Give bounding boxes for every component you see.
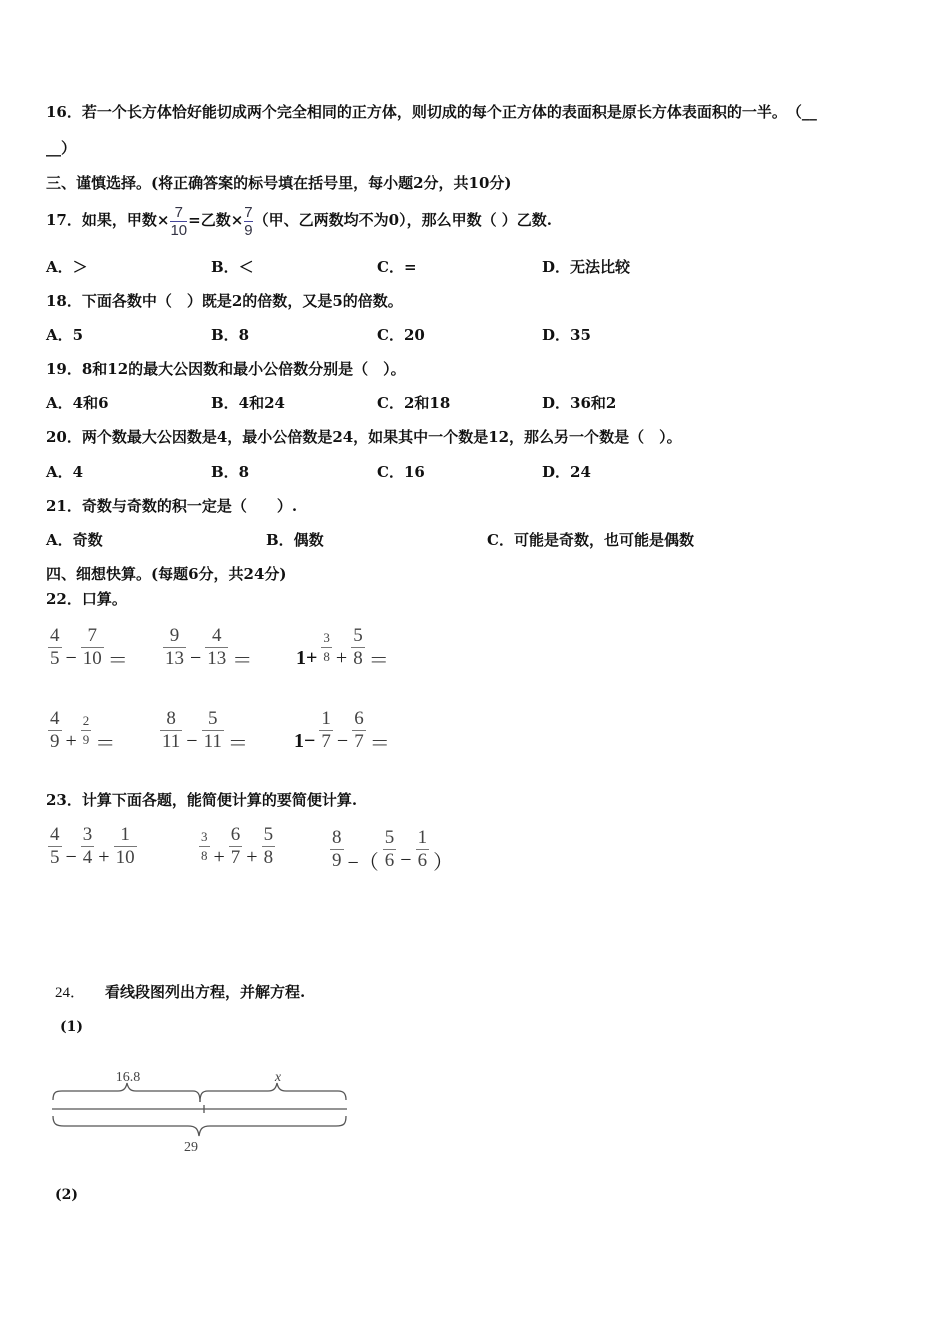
q17-text-2: =乙数×	[188, 211, 244, 229]
denominator: 10	[115, 847, 135, 868]
fraction	[262, 824, 276, 869]
option-b[interactable]: B．8	[211, 326, 250, 344]
denominator: 7	[230, 847, 241, 868]
numerator: 3	[323, 630, 330, 645]
denominator: 5	[50, 847, 60, 868]
option-b[interactable]: B．＜	[211, 258, 254, 276]
question-16-cont: __）	[46, 139, 77, 157]
operator: ＝	[227, 733, 248, 755]
question-23: 23．计算下面各题，能简便计算的要简便计算.	[46, 791, 358, 809]
math-expression	[46, 705, 117, 756]
denominator: 4	[82, 847, 93, 868]
question-18: 18．下面各数中（ ）既是2的倍数，又是5的倍数。	[46, 292, 403, 310]
operator: −（	[347, 852, 379, 874]
numerator: 3	[82, 824, 93, 845]
fraction	[48, 708, 62, 753]
question-16	[46, 102, 817, 122]
denominator: 8	[323, 649, 330, 664]
operator: ＝	[107, 650, 128, 672]
denominator: 6	[384, 850, 395, 871]
operator: ＝	[232, 650, 253, 672]
operator: −	[186, 730, 198, 752]
operator: 1+	[296, 647, 318, 669]
left-top-brace	[53, 1083, 200, 1102]
fraction	[352, 708, 366, 753]
numerator: 9	[169, 625, 180, 646]
operator: +	[246, 846, 258, 868]
fraction	[48, 824, 62, 869]
numerator: 4	[50, 824, 60, 845]
fraction	[321, 629, 332, 666]
fraction: $\frac{7}{10}$	[170, 203, 188, 239]
numerator: 5	[263, 824, 274, 845]
option-c[interactable]: C．可能是奇数，也可能是偶数	[487, 531, 694, 549]
fraction: $\frac{7}{9}$	[244, 203, 253, 239]
numerator: 4	[50, 625, 60, 646]
operator: +	[65, 730, 77, 752]
option-a[interactable]: A．4和6	[46, 394, 109, 412]
operator: −	[190, 647, 202, 669]
section-4-heading: 四、细想快算。(每题6分，共24分)	[46, 565, 287, 583]
numerator: 1	[417, 827, 428, 848]
operator: ）	[433, 852, 454, 874]
operator: −	[336, 730, 349, 752]
numerator: 2	[82, 713, 90, 728]
denominator: 9	[332, 850, 342, 871]
operator: +	[98, 846, 110, 868]
math-expression	[294, 622, 391, 673]
operator: +	[335, 647, 348, 669]
numerator: 6	[354, 708, 364, 729]
q17-text-1: 17．如果，甲数×	[46, 211, 170, 229]
right-top-brace	[200, 1083, 346, 1102]
numerator: 4	[50, 708, 60, 729]
option-d[interactable]: D．24	[542, 463, 591, 481]
denominator: 11	[162, 731, 181, 752]
q17-text-3: （甲、乙两数均不为0），那么甲数（ ）乙数.	[253, 211, 553, 229]
fraction	[163, 625, 186, 670]
denominator: 10	[82, 648, 102, 669]
question-22: 22．口算。	[46, 590, 127, 608]
part-1-label: (1)	[60, 1019, 83, 1035]
operator: ＝	[369, 733, 390, 755]
numerator: 3	[201, 829, 208, 844]
math-expression	[328, 824, 455, 875]
operator: −	[65, 846, 77, 868]
option-c[interactable]: C．2和18	[377, 394, 451, 412]
section-3-heading: 三、谨慎选择。(将正确答案的标号填在括号里，每小题2分，共10分)	[46, 174, 512, 192]
option-c[interactable]: C．20	[377, 326, 425, 344]
option-d[interactable]: D．无法比较	[542, 258, 631, 276]
fraction	[416, 827, 430, 872]
question-17	[46, 200, 552, 240]
question-21: 21．奇数与奇数的积一定是（ ）.	[46, 497, 298, 515]
denominator: 8	[353, 648, 363, 669]
denominator: 7	[354, 731, 364, 752]
denominator: 5	[50, 648, 60, 669]
denominator: 8	[201, 848, 208, 863]
fraction	[199, 828, 210, 865]
option-a[interactable]: A．5	[46, 326, 84, 344]
left-segment-label: 16.8	[115, 1070, 141, 1085]
question-text: 16．若一个长方体恰好能切成两个完全相同的正方体，则切成的每个正方体的表面积是原长方体表面积的一半。 （__	[46, 103, 817, 121]
question-19: 19．8和12的最大公因数和最小公倍数分别是（ ）。	[46, 360, 406, 378]
numerator: 1	[321, 708, 331, 729]
option-c[interactable]: C．=	[377, 258, 417, 276]
numerator: 8	[332, 827, 342, 848]
operator: +	[213, 846, 225, 868]
fraction	[205, 625, 228, 670]
denominator: 9	[50, 731, 60, 752]
line-segment-diagram	[48, 1062, 353, 1157]
math-expression	[292, 705, 392, 756]
denominator: 6	[417, 850, 428, 871]
right-segment-label: x	[274, 1070, 282, 1085]
option-a[interactable]: A．4	[46, 463, 84, 481]
math-expression	[158, 705, 250, 756]
option-d[interactable]: D．35	[542, 326, 591, 344]
option-a[interactable]: A．奇数	[46, 531, 103, 549]
bottom-brace	[53, 1116, 346, 1136]
operator: −	[65, 647, 77, 669]
question-20: 20．两个数最大公因数是4，最小公倍数是24，如果其中一个数是12，那么另一个数是（ ）。	[46, 428, 682, 446]
denominator: 8	[263, 847, 274, 868]
math-expression	[161, 622, 254, 673]
option-b[interactable]: B．4和24	[211, 394, 285, 412]
operator: −	[400, 849, 412, 871]
denominator: 13	[207, 648, 227, 669]
math-expression	[46, 622, 130, 673]
fraction	[229, 824, 243, 869]
operator: ＝	[368, 650, 389, 672]
numerator: 5	[353, 625, 363, 646]
operator: ＝	[95, 733, 116, 755]
fraction	[202, 708, 224, 753]
fraction	[383, 827, 397, 872]
question-text: 看线段图列出方程，并解方程.	[105, 983, 306, 1001]
question-24	[55, 982, 305, 1003]
numerator: 6	[230, 824, 241, 845]
part-2-label: (2)	[55, 1187, 78, 1203]
denominator: 11	[203, 731, 222, 752]
fraction	[330, 827, 344, 872]
denominator: 7	[321, 731, 331, 752]
fraction	[114, 824, 137, 869]
denominator: 9	[82, 732, 90, 747]
numerator: 4	[212, 625, 222, 646]
option-b[interactable]: B．8	[211, 463, 250, 481]
denominator: 13	[165, 648, 184, 669]
fraction	[81, 712, 92, 749]
option-a[interactable]: A．＞	[46, 258, 88, 276]
question-number: 24．	[55, 985, 86, 1001]
option-c[interactable]: C．16	[377, 463, 425, 481]
numerator: 5	[384, 827, 395, 848]
total-label: 29	[184, 1140, 198, 1155]
math-expression	[46, 824, 139, 869]
fraction	[319, 708, 333, 753]
option-d[interactable]: D．36和2	[542, 394, 617, 412]
numerator: 8	[166, 708, 176, 729]
numerator: 7	[87, 625, 98, 646]
fraction	[81, 824, 95, 869]
numerator: 5	[207, 708, 218, 729]
fraction	[48, 625, 62, 670]
fraction	[351, 625, 365, 670]
fraction	[160, 708, 182, 753]
numerator: 1	[120, 824, 130, 845]
fraction	[81, 625, 104, 670]
operator: 1−	[294, 730, 316, 752]
math-expression	[197, 824, 277, 869]
option-b[interactable]: B．偶数	[266, 531, 324, 549]
